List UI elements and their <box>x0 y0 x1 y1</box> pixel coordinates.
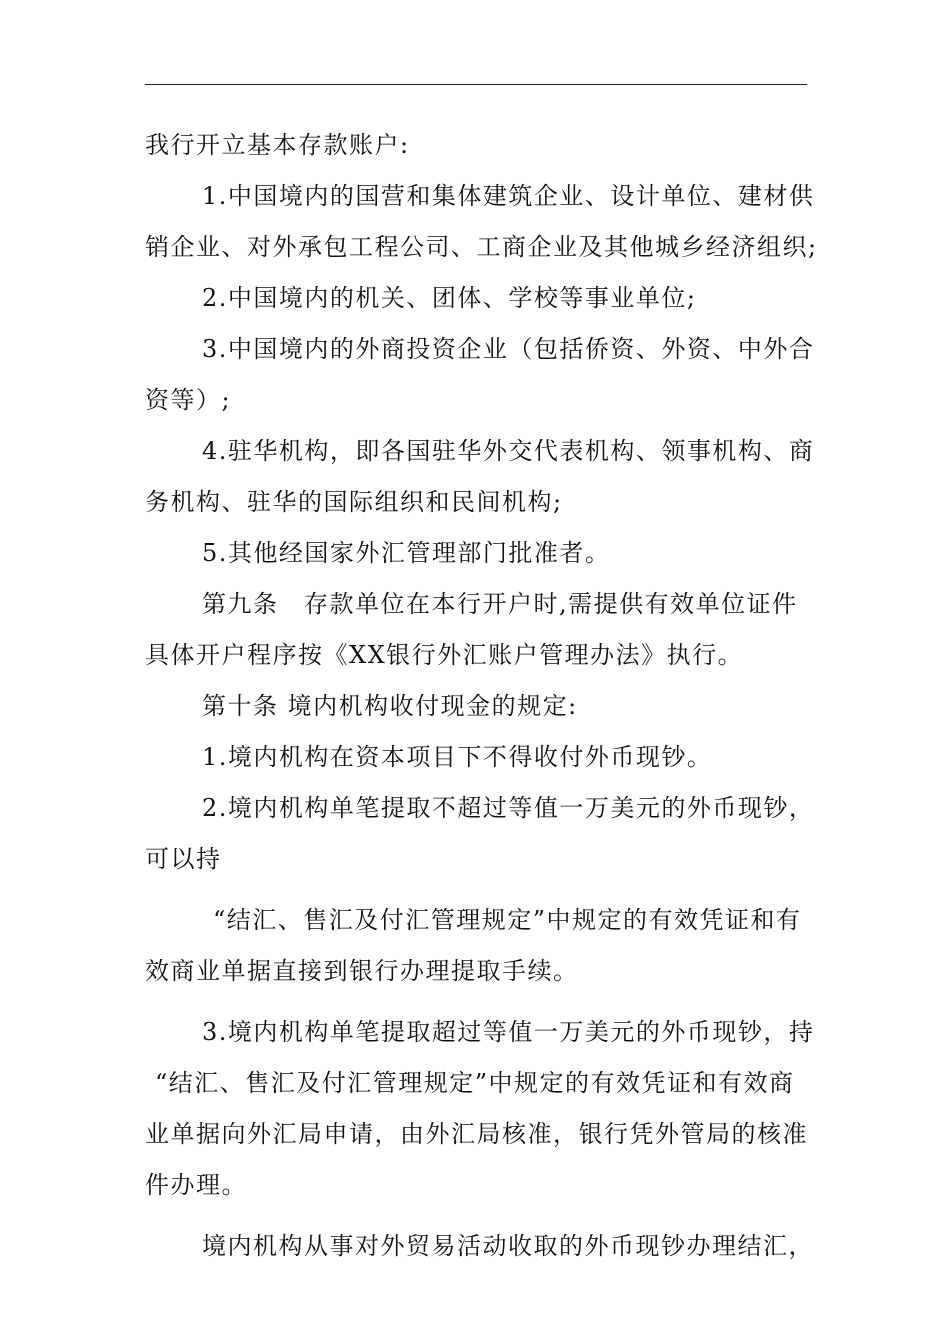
paragraph-line: “结汇、售汇及付汇管理规定”中规定的有效凭证和有 <box>213 906 802 934</box>
paragraph-line: 具体开户程序按《XX银行外汇账户管理办法》执行。 <box>145 641 744 669</box>
paragraph-line: 销企业、对外承包工程公司、工商企业及其他城乡经济组织; <box>145 233 818 261</box>
paragraph-line: 1.境内机构在资本项目下不得收付外币现钞。 <box>202 743 713 771</box>
paragraph-line: 2.境内机构单笔提取不超过等值一万美元的外币现钞， <box>202 794 815 822</box>
paragraph-line: 3.中国境内的外商投资企业（包括侨资、外资、中外合 <box>202 335 815 363</box>
paragraph-line: 4.驻华机构，即各国驻华外交代表机构、领事机构、商 <box>202 437 815 465</box>
paragraph-line: 2.中国境内的机关、团体、学校等事业单位; <box>202 284 697 312</box>
paragraph-line: 效商业单据直接到银行办理提取手续。 <box>145 957 579 985</box>
paragraph-line: 务机构、驻华的国际组织和民间机构; <box>145 488 563 516</box>
paragraph-line: 3.境内机构单笔提取超过等值一万美元的外币现钞，持 <box>202 1018 815 1046</box>
paragraph-line: 件办理。 <box>145 1171 247 1199</box>
paragraph-line: “结汇、售汇及付汇管理规定”中规定的有效凭证和有效商 <box>155 1069 795 1097</box>
header-rule <box>145 84 807 85</box>
article-heading-line: 第十条 境内机构收付现金的规定: <box>202 692 578 720</box>
paragraph-line: 资等）; <box>145 386 232 414</box>
paragraph-line: 境内机构从事对外贸易活动收取的外币现钞办理结汇， <box>202 1232 814 1260</box>
paragraph-line: 业单据向外汇局申请，由外汇局核准，银行凭外管局的核准 <box>145 1120 808 1148</box>
paragraph-line: 我行开立基本存款账户: <box>145 131 410 159</box>
article-heading-line: 第九条 存款单位在本行开户时,需提供有效单位证件 <box>202 590 798 618</box>
paragraph-line: 5.其他经国家外汇管理部门批准者。 <box>202 539 611 567</box>
document-body <box>145 128 818 1280</box>
paragraph-line: 1.中国境内的国营和集体建筑企业、设计单位、建材供 <box>202 182 815 210</box>
paragraph-line: 可以持 <box>145 845 222 873</box>
